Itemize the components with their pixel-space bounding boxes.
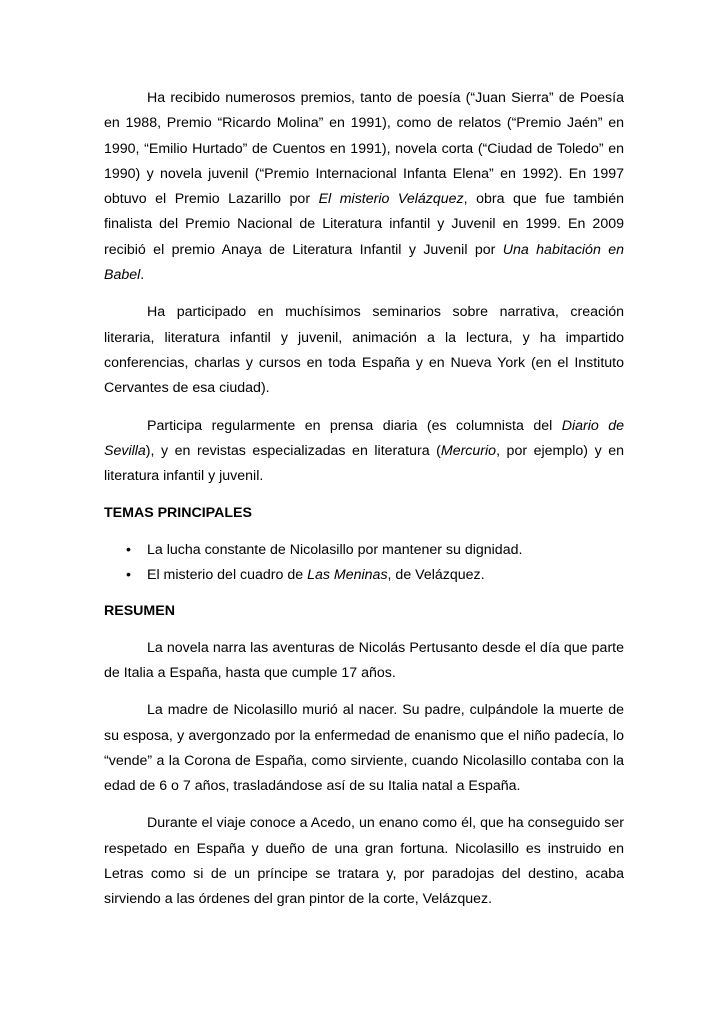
text-run: . [140, 267, 145, 284]
bullet-icon: • [126, 541, 131, 558]
artwork-title: Las Meninas [307, 567, 388, 584]
text-run: Ha recibido numerosos premios, tanto de poesía (“Juan Sierra” de Poesía en 1988, Premio “Ricardo Molina” en 1991), como de relatos (“Premio Jaén” en 1990, “Emilio Hurtado” de Cuentos en 1991), novela corta (“Ciudad de Toledo” en 1990) y novela juvenil (“Premio Internacional Infanta Elena” en 1992). En 1997 obtuvo el Premio Lazarillo por [104, 90, 624, 208]
list-item-text: La lucha constante de Nicolasillo por mantener su dignidad. [147, 541, 523, 558]
publication-title: Diario de Sevilla [104, 417, 624, 459]
temas-list [104, 538, 624, 589]
text-run: , por ejemplo) y en literatura infantil y juvenil. [104, 442, 625, 485]
text-run: , obra que fue también finalista del Premio Nacional de Literatura infantil y Juvenil en 1999. En 2009 recibió el premio Anaya de Literatura Infantil y Juvenil por [104, 191, 624, 258]
paragraph-prensa [104, 414, 624, 490]
heading-resumen: RESUMEN [104, 603, 175, 620]
bullet-icon: • [126, 567, 131, 584]
paragraph-premios [104, 86, 624, 288]
list-item [104, 563, 624, 588]
heading-temas-principales: TEMAS PRINCIPALES [104, 505, 252, 522]
paragraph-seminarios: Ha participado en muchísimos seminarios sobre narrativa, creación literaria, literatura infantil y juvenil, animación a la lectura, y ha impartido conferencias, charlas y cursos en toda España y en Nueva York (en el Instituto Cervantes de esa ciudad). [104, 304, 624, 397]
paragraph-resumen-3: Durante el viaje conoce a Acedo, un enano como él, que ha conseguido ser respetado en España y dueño de una gran fortuna. Nicolasillo es instruido en Letras como si de un príncipe se tratara y, por paradojas del destino, acaba sirviendo a las órdenes del gran pintor de la corte, Velázquez. [104, 815, 624, 908]
list-item [104, 538, 624, 563]
book-title: Una habitación en Babel [104, 241, 625, 284]
list-item-text: , de Velázquez. [387, 567, 485, 584]
list-item-text: El misterio del cuadro de [147, 567, 308, 584]
text-run: Participa regularmente en prensa diaria (es columnista del [147, 417, 562, 434]
book-title: El misterio Velázquez [318, 191, 464, 208]
publication-title: Mercurio [440, 442, 497, 459]
paragraph-resumen-2: La madre de Nicolasillo murió al nacer. Su padre, culpándole la muerte de su esposa, y avergonzado por la enfermedad de enanismo que el niño padecía, lo “vende” a la Corona de España, como sirviente, cuando Nicolasillo contaba con la edad de 6 o 7 años, trasladándose así de su Italia natal a España. [104, 702, 624, 795]
document-page [104, 86, 624, 925]
text-run: ), y en revistas especializadas en literatura ( [145, 442, 441, 459]
paragraph-resumen-1: La novela narra las aventuras de Nicolás Pertusanto desde el día que parte de Italia a España, hasta que cumple 17 años. [104, 639, 624, 681]
